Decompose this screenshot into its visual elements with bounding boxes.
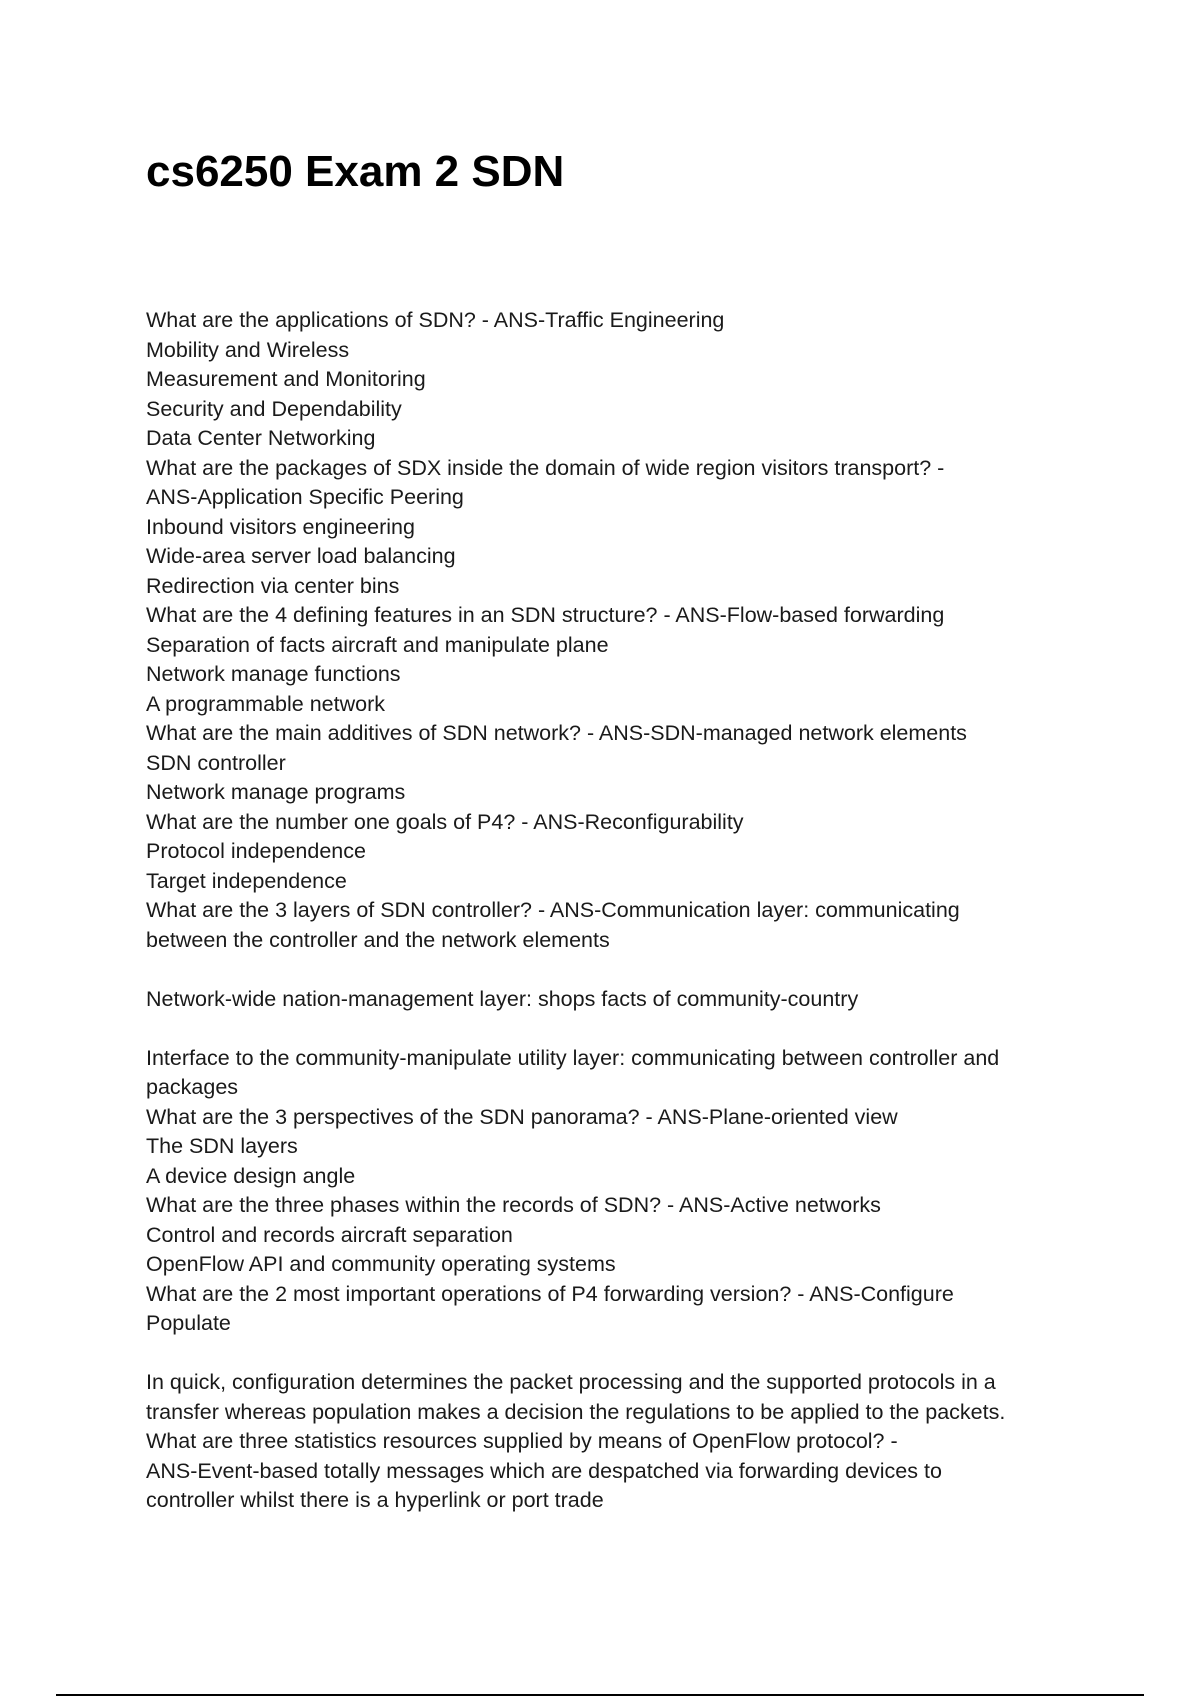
text-line: A device design angle (146, 1163, 356, 1188)
text-line: transfer whereas population makes a decision the regulations to be applied to the packets. (146, 1399, 1006, 1424)
text-line: What are the applications of SDN? - ANS-Traffic Engineering (146, 308, 725, 332)
text-line: Network-wide nation-management layer: shops facts of community-country (146, 986, 859, 1011)
text-line: Interface to the community-manipulate utility layer: communicating between controller and (146, 1045, 1000, 1070)
page-title: cs6250 Exam 2 SDN (146, 147, 565, 196)
text-line: What are the 3 layers of SDN controller? - ANS-Communication layer: communicating (146, 898, 960, 922)
text-line: What are the packages of SDX inside the domain of wide region visitors transport? - (146, 455, 945, 480)
text-line: Target independence (146, 868, 347, 893)
text-line: Redirection via center bins (146, 573, 400, 598)
text-line: ANS-Event-based totally messages which are despatched via forwarding devices to (146, 1458, 942, 1483)
text-line: Control and records aircraft separation (146, 1222, 513, 1247)
text-line: Wide-area server load balancing (146, 544, 456, 568)
text-line: OpenFlow API and community operating systems (146, 1252, 616, 1276)
text-line: Separation of facts aircraft and manipulate plane (146, 632, 609, 657)
text-line: between the controller and the network elements (146, 927, 610, 952)
text-line: A programmable network (146, 691, 385, 716)
text-line: Network manage programs (146, 780, 406, 804)
footer-divider (56, 1694, 1144, 1696)
text-line: The SDN layers (146, 1134, 298, 1158)
blank-line (146, 1014, 1046, 1044)
text-line: What are the number one goals of P4? - ANS-Reconfigurability (146, 809, 744, 834)
text-line: Data Center Networking (146, 426, 376, 450)
text-line: packages (146, 1075, 239, 1099)
text-line: What are three statistics resources supplied by means of OpenFlow protocol? - (146, 1429, 898, 1453)
document-body (146, 306, 1046, 1516)
text-line: Protocol independence (146, 839, 366, 863)
blank-line (146, 955, 1046, 985)
text-line: Mobility and Wireless (146, 337, 350, 362)
text-line: What are the 3 perspectives of the SDN panorama? - ANS-Plane-oriented view (146, 1104, 898, 1129)
text-line: In quick, configuration determines the packet processing and the supported protocols in a (146, 1370, 996, 1394)
blank-line (146, 1339, 1046, 1369)
text-line: controller whilst there is a hyperlink or port trade (146, 1488, 604, 1512)
text-line: What are the 4 defining features in an SDN structure? - ANS-Flow-based forwarding (146, 603, 945, 627)
text-line: Populate (146, 1311, 231, 1335)
text-line: SDN controller (146, 750, 286, 775)
text-line: What are the three phases within the records of SDN? - ANS-Active networks (146, 1193, 881, 1217)
text-line: What are the 2 most important operations of P4 forwarding version? - ANS-Configure (146, 1281, 954, 1306)
text-line: Inbound visitors engineering (146, 514, 415, 539)
text-line: Measurement and Monitoring (146, 367, 426, 391)
text-line: ANS-Application Specific Peering (146, 485, 464, 509)
text-line: Security and Dependability (146, 396, 402, 421)
text-line: Network manage functions (146, 662, 401, 686)
text-line: What are the main additives of SDN network? - ANS-SDN-managed network elements (146, 721, 967, 745)
